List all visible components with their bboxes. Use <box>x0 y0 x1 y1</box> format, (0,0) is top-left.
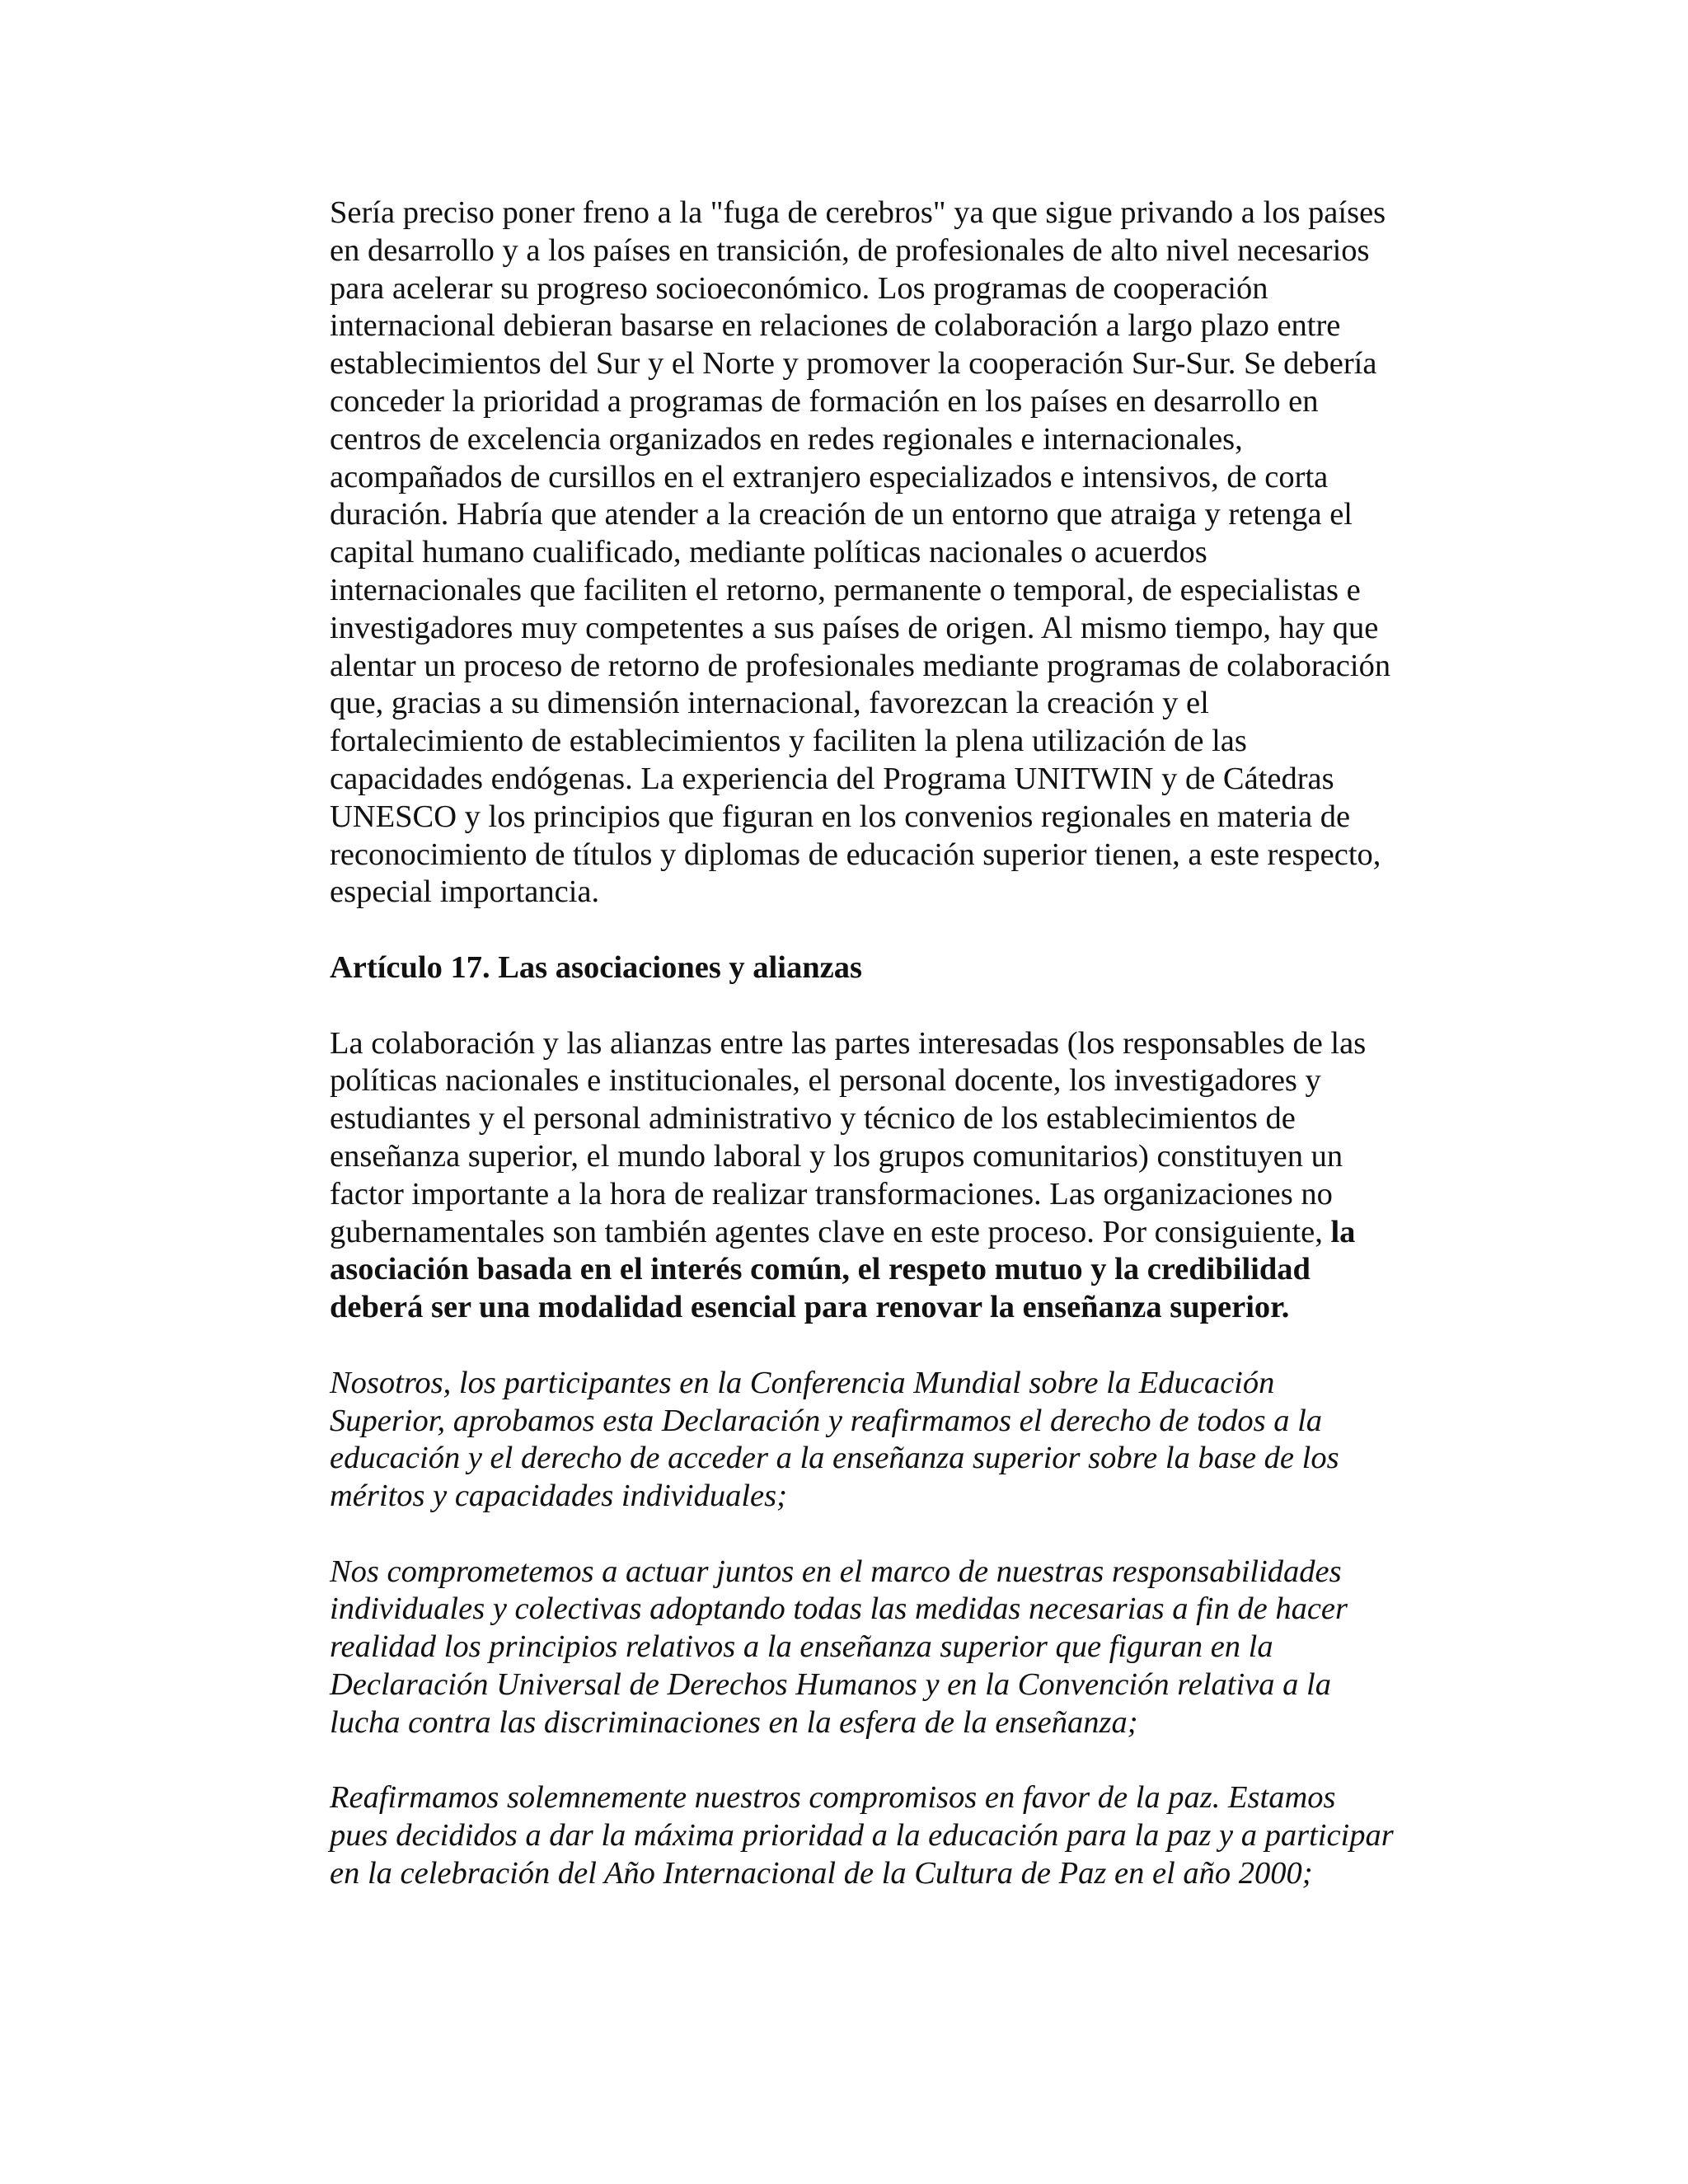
text-line: La colaboración y las alianzas entre las partes interesadas (los responsables de las <box>330 1025 1367 1061</box>
text-line: fortalecimiento de establecimientos y faciliten la plena utilización de las <box>330 724 1247 759</box>
text-line: pues decididos a dar la máxima prioridad a la educación para la paz y a participar <box>330 1818 1394 1854</box>
bold-text-line: deberá ser una modalidad esencial para renovar la enseñanza superior. <box>330 1290 1290 1325</box>
text-line: realidad los principios relativos a la enseñanza superior que figuran en la <box>330 1629 1273 1665</box>
text-segment: gubernamentales son también agentes clave en este proceso. Por consiguiente, <box>330 1214 1331 1249</box>
text-line: lucha contra las discriminaciones en la esfera de la enseñanza; <box>330 1704 1138 1740</box>
bold-text-segment: la <box>1330 1214 1356 1249</box>
text-line: méritos y capacidades individuales; <box>330 1479 787 1514</box>
document-page <box>330 194 1434 1931</box>
text-line: capital humano cualificado, mediante políticas nacionales o acuerdos <box>330 535 1207 570</box>
text-line: Sería preciso poner freno a la "fuga de cerebros" ya que sigue privando a los países <box>330 195 1386 230</box>
text-line: alentar un proceso de retorno de profesionales mediante programas de colaboración <box>330 648 1391 683</box>
text-line: en la celebración del Año Internacional de la Cultura de Paz en el año 2000; <box>330 1856 1313 1891</box>
text-line: internacional debieran basarse en relaciones de colaboración a largo plazo entre <box>330 308 1341 344</box>
text-line: en desarrollo y a los países en transición, de profesionales de alto nivel necesarios <box>330 232 1370 268</box>
text-line: Reafirmamos solemnemente nuestros compromisos en favor de la paz. Estamos <box>330 1780 1336 1816</box>
text-line: políticas nacionales e institucionales, el personal docente, los investigadores y <box>330 1063 1321 1099</box>
paragraph-partnerships <box>330 1025 1434 1327</box>
text-line: conceder la prioridad a programas de formación en los países en desarrollo en <box>330 383 1319 419</box>
declaration-paragraph-approval <box>330 1365 1434 1516</box>
bold-text-line: asociación basada en el interés común, el respeto mutuo y la credibilidad <box>330 1252 1311 1287</box>
text-line: factor importante a la hora de realizar transformaciones. Las organizaciones no <box>330 1176 1333 1212</box>
text-line: investigadores muy competentes a sus países de origen. Al mismo tiempo, hay que <box>330 610 1379 645</box>
declaration-paragraph-commitment <box>330 1554 1434 1742</box>
text-line: enseñanza superior, el mundo laboral y los grupos comunitarios) constituyen un <box>330 1138 1343 1174</box>
text-line: reconocimiento de títulos y diplomas de educación superior tienen, a este respecto, <box>330 837 1381 872</box>
declaration-paragraph-peace <box>330 1779 1434 1892</box>
text-line: internacionales que faciliten el retorno, permanente o temporal, de especialistas e <box>330 572 1361 607</box>
text-line: duración. Habría que atender a la creación de un entorno que atraiga y retenga el <box>330 497 1353 532</box>
text-line: Nosotros, los participantes en la Conferencia Mundial sobre la Educación <box>330 1365 1275 1400</box>
paragraph-brain-drain <box>330 194 1434 912</box>
text-line: Nos comprometemos a actuar juntos en el marco de nuestras responsabilidades <box>330 1554 1342 1589</box>
text-line: acompañados de cursillos en el extranjero especializados e intensivos, de corta <box>330 459 1329 494</box>
text-line <box>330 1214 1434 1252</box>
text-line: centros de excelencia organizados en redes regionales e internacionales, <box>330 421 1243 457</box>
text-line: capacidades endógenas. La experiencia del Programa UNITWIN y de Cátedras <box>330 761 1334 796</box>
article-17-heading: Artículo 17. Las asociaciones y alianzas <box>330 949 862 985</box>
text-line: para acelerar su progreso socioeconómico. Los programas de cooperación <box>330 270 1268 306</box>
text-line: establecimientos del Sur y el Norte y promover la cooperación Sur-Sur. Se debería <box>330 346 1377 382</box>
text-line: educación y el derecho de acceder a la enseñanza superior sobre la base de los <box>330 1441 1339 1476</box>
text-line: que, gracias a su dimensión internacional, favorezcan la creación y el <box>330 686 1209 721</box>
text-line: estudiantes y el personal administrativo y técnico de los establecimientos de <box>330 1101 1296 1137</box>
text-line: Declaración Universal de Derechos Humanos y en la Convención relativa a la <box>330 1667 1331 1703</box>
text-line: especial importancia. <box>330 874 600 910</box>
text-line: individuales y colectivas adoptando todas las medidas necesarias a fin de hacer <box>330 1591 1348 1627</box>
text-line: UNESCO y los principios que figuran en los convenios regionales en materia de <box>330 799 1351 834</box>
text-line: Superior, aprobamos esta Declaración y reafirmamos el derecho de todos a la <box>330 1403 1323 1438</box>
